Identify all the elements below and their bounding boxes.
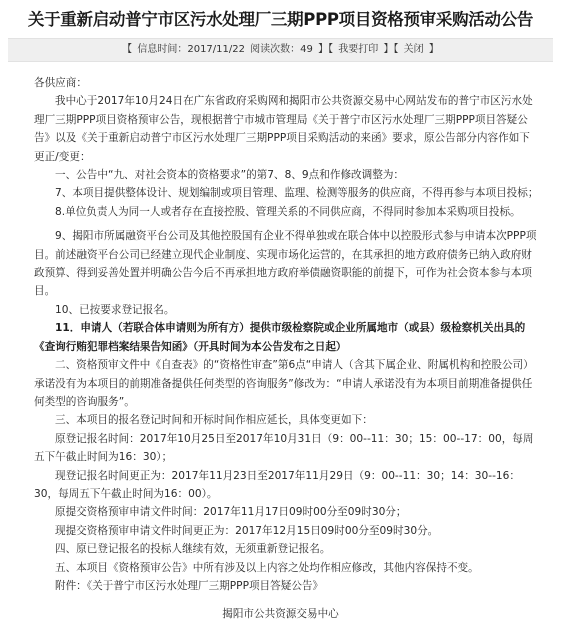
clause-8: 8.单位负责人为同一人或者存在直接控股、管理关系的不同供应商，不得同时参加本采购项目投标。 [55, 205, 521, 218]
attachment-line: 附件：《关于普宁市区污水处理厂三期PPP项目答疑公告》 [55, 579, 324, 592]
print-link[interactable]: 我要打印 [338, 44, 379, 55]
revised-submission-time: 现提交资格预审申请文件时间更正为：2017年12月15日09时00分至09时30分。 [55, 524, 439, 537]
salutation: 各供应商： [34, 77, 87, 89]
section-four: 四、原已登记报名的投标人继续有效，无须重新登记报名。 [55, 543, 331, 556]
announcement-body [34, 74, 540, 595]
page-title: 关于重新启动普宁市区污水处理厂三期PPP项目资格预审采购活动公告 [27, 10, 534, 29]
read-count: 阅读次数：49 [250, 44, 313, 55]
section-two: 二、资格预审文件中《自查表》的“资格性审查”第6点“申请人（含其下属企业、附属机构和控股公司）承诺没有为本项目的前期准备提供任何类型的咨询服务”修改为：“申请人承诺没有为本项目前期准备提供任何类型的咨询服务”。 [34, 359, 534, 408]
clause-10: 10、已按要求登记报名。 [55, 303, 175, 316]
section-one-heading: 一、公告中“九、对社会资本的资格要求”的第7、8、9点和作修改调整为： [55, 169, 405, 182]
info-time: 信息时间：2017/11/22 [137, 44, 245, 55]
original-registration-time: 原登记报名时间：2017年10月25日至2017年10月31日（9：00--11：30；15：00--17：00，每周五下午截止时间为16：30）； [34, 432, 534, 464]
revised-registration-time: 现登记报名时间更正为：2017年11月23日至2017年11月29日（9：00--11：30；14：30--16：30，每周五下午截止时间为16：00）。 [34, 469, 521, 500]
close-link[interactable]: 关闭 [403, 44, 424, 55]
info-bar [8, 38, 553, 62]
bracket-close: 】 [428, 44, 439, 55]
clause-7: 7、本项目提供整体设计、规划编制或项目管理、监理、检测等服务的供应商，不得再参与本项目投标； [55, 187, 539, 200]
section-five: 五、本项目《资格预审公告》中所有涉及以上内容之处均作相应修改，其他内容保持不变。 [55, 561, 479, 574]
original-submission-time: 原提交资格预审申请文件时间：2017年11月17日09时00分至09时30分； [55, 506, 407, 519]
separator: 】【 [318, 44, 334, 55]
clause-11: 11．申请人（若联合体申请则为所有方）提供市级检察院或企业所属地市（或县）级检察机关出具的《查询行贿犯罪档案结果告知函》（开具时间为本公告发布之日起） [34, 322, 526, 353]
separator: 】【 [383, 44, 399, 55]
clause-9: 9、揭阳市所属融资平台公司及其他控股国有企业不得单独或在联合体中以控股形式参与申请本次PPP项目。前述融资平台公司已经建立现代企业制度、实现市场化运营的，在其承担的地方政府债务已纳入政府财政预算、得到妥善处置并明确公告今后不再承担地方政府举债融资职能的前提下，可作为社会资本参与本项目。 [34, 230, 537, 298]
section-three-heading: 三、本项目的报名登记时间和开标时间作相应延长，具体变更如下： [55, 414, 373, 427]
intro-paragraph: 我中心于2017年10月24日在广东省政府采购网和揭阳市公共资源交易中心网站发布的普宁市区污水处理厂三期PPP项目资格预审公告，现根据普宁市城市管理局《关于普宁市区污水处理厂三期PPP项目答疑公告》以及《关于重新启动普宁市区污水处理厂三期PPP项目采购活动的来函》要求，原公告部分内容作如下更正/变更： [34, 95, 533, 163]
bracket-open: 【 [122, 44, 133, 55]
issuer-signature: 揭阳市公共资源交易中心 [222, 608, 339, 620]
